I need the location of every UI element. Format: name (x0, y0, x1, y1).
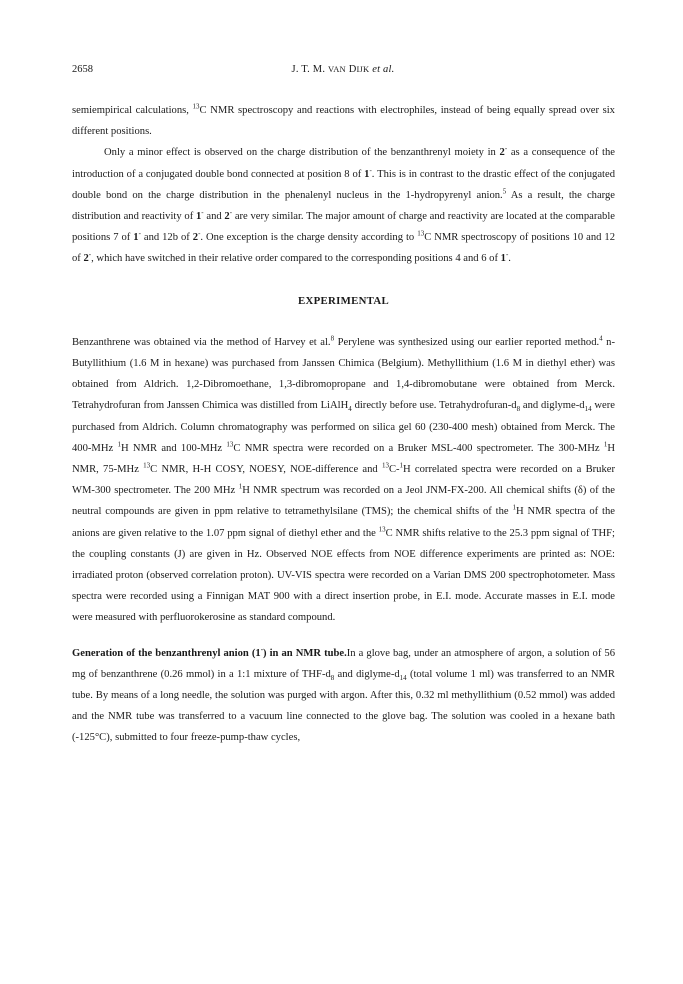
citation: 5 (502, 187, 507, 196)
text-run: and (203, 211, 225, 223)
text-run: Only a minor effect is observed on the charge distribution of the benzanthrenyl moiety in (104, 147, 500, 159)
text-run: are very similar. The major amount of charge and reactivity are located at the comparable positions 7 of (72, 211, 615, 244)
text-run: As a result, the charge distribution and reactivity of (72, 189, 615, 223)
citation: 8 (330, 334, 335, 343)
author-surname-rest: IJK (356, 64, 370, 74)
text-run: C- (388, 464, 400, 476)
procedure-title (72, 645, 347, 659)
author-initials: J. T. M. (291, 64, 326, 75)
superscript: 13 (192, 102, 200, 111)
text-run: directly before use. Tetrahydrofuran-d (351, 400, 517, 412)
compound-ref: 1 (133, 232, 139, 244)
superscript: - (198, 229, 201, 238)
paragraph-gap (72, 629, 615, 643)
text-run: . This is in contrast to the drastic effect of the conjugated double bond on the charge distribution in the phenalenyl nucleus in the 1-hydropyrenyl anion. (72, 168, 615, 201)
text-run: Benzanthrene was obtained via the method of Harvey et al. (72, 336, 331, 348)
text-run: Perylene was synthesized using our earlier reported method. (334, 336, 600, 348)
compound-ref: 2 (224, 211, 230, 223)
body-text (72, 100, 615, 749)
text-run: C NMR spectroscopy of positions 10 and 12 of (72, 232, 615, 265)
superscript: 13 (226, 440, 234, 449)
text-run: semiempirical calculations, (72, 105, 193, 116)
superscript: 1 (399, 461, 404, 470)
subscript: 14 (399, 673, 407, 682)
text-run: , which have switched in their relative order compared to the corresponding positions 4 and 6 of (91, 253, 501, 265)
text-run: C NMR spectroscopy and reactions with electrophiles, instead of being equally spread over six different positions. (72, 105, 615, 138)
subscript: 14 (584, 405, 592, 414)
text-run: C NMR shifts relative to the 25.3 ppm signal of THF; the coupling constants (J) are given in Hz. Observed NOE effects from NOE difference experiments are printed as: NOE: irradiated proton (observed correlation proton). UV-VIS spectra were recorded on a Varian DMS 200 spectrophotometer. Mass spectra were recorded using a Finnigan MAT 900 with a direct insertion probe, in E.I. mode. Accurate masses in E.I. mode were measured with perfluorokerosine as standard compound. (72, 527, 616, 624)
compound-ref: 2 (83, 253, 89, 265)
text-run: H NMR spectra of the anions are given relative to the 1.07 ppm signal of diethyl ether and the (72, 506, 615, 539)
paragraph-3 (72, 332, 615, 629)
text-run: . (508, 253, 511, 265)
superscript: 13 (381, 461, 389, 470)
superscript: 1 (603, 440, 608, 449)
compound-ref: 1 (364, 168, 370, 180)
text-run: H NMR, 75-MHz (72, 442, 615, 476)
citation: 4 (599, 334, 603, 343)
compound-ref: 2 (499, 147, 505, 159)
section-title-experimental: EXPERIMENTAL (298, 294, 389, 307)
text-run: In a glove bag, under an atmosphere of argon, a solution of 56 mg of benzanthrene (0.26 mmol) in a 1:1 mixture of THF-d (72, 647, 616, 680)
compound-ref: 1 (195, 211, 202, 223)
text-run: were purchased from Aldrich. Column chromatography was performed on silica gel 60 (230-400 mesh) obtained from Merck. The 400-MHz (72, 400, 615, 454)
superscript: 13 (378, 525, 386, 534)
text-run: . One exception is the charge density according to (200, 232, 418, 244)
text-run: and diglyme-d (520, 400, 585, 412)
superscript: - (504, 144, 508, 153)
subscript: 4 (348, 405, 352, 414)
compound-ref: 1 (500, 253, 506, 265)
superscript: 1 (512, 503, 516, 512)
text-run: n-Butyllithium (1.6 M in hexane) was purchased from Janssen Chimica (Belgium). Methyllithium (1.6 M in diethyl ether) was obtained from Aldrich. 1,2-Dibromoethane, 1,3-dibromopropane and 1,4-dibromobutane were obtained from Merck. Tetrahydrofuran from Janssen Chimica was distilled from LiAlH (72, 336, 615, 412)
page-header (72, 64, 614, 80)
compound-ref: 1 (255, 647, 261, 659)
running-head (72, 64, 614, 75)
superscript: - (369, 166, 372, 175)
text-run: H correlated spectra were recorded on a Bruker WM-300 spectrometer. The 200 MHz (72, 464, 615, 497)
superscript: - (505, 250, 509, 259)
text-run: H NMR and 100-MHz (120, 442, 227, 454)
paragraph-2 (72, 142, 615, 269)
superscript: - (88, 250, 92, 259)
text-run: (total volume 1 ml) was transferred to an NMR tube. By means of a long needle, the solution was purged with argon. After this, 0.32 ml methyllithium (0.52 mmol) was added and the NMR tube was transferred to a vacuum line connected to the glove bag. The solution was cooled in a hexane bath (-125°C), submitted to four freeze-pump-thaw cycles, (72, 668, 615, 744)
author-surname-first: D (348, 64, 357, 75)
compound-ref: 2 (192, 232, 199, 244)
page-number: 2658 (72, 64, 93, 75)
author-van: VAN (327, 64, 346, 74)
superscript: 1 (238, 482, 243, 491)
text-run: C NMR, H-H COSY, NOESY, NOE-difference and (150, 464, 382, 476)
text-run: H NMR spectrum was recorded on a Jeol JNM-FX-200. All chemical shifts (δ) of the neutral compounds are given in ppm relative to tetramethylsilane (TMS); the chemical shifts of the (72, 485, 615, 518)
text-run: ) in an NMR tube. (263, 647, 347, 659)
paragraph-1 (72, 100, 615, 142)
subscript: 8 (516, 405, 521, 414)
paragraph-4 (72, 643, 615, 749)
author-etal: et al. (372, 64, 395, 75)
superscript: - (201, 208, 204, 217)
superscript: - (260, 645, 264, 654)
text-run: and 12b of (140, 232, 193, 244)
superscript: 13 (417, 229, 425, 238)
superscript: - (229, 208, 233, 217)
superscript: 13 (143, 461, 151, 470)
superscript: - (138, 229, 141, 238)
text-run: as a consequence of the introduction of a conjugated double bond connected at position 8 of (72, 147, 616, 180)
text-run: C NMR spectra were recorded on a Bruker MSL-400 spectrometer. The 300-MHz (233, 442, 604, 454)
superscript: 1 (117, 440, 121, 449)
text-run: and diglyme-d (334, 668, 400, 680)
subscript: 8 (330, 673, 335, 682)
text-run: Generation of the benzanthrenyl anion ( (72, 647, 256, 659)
